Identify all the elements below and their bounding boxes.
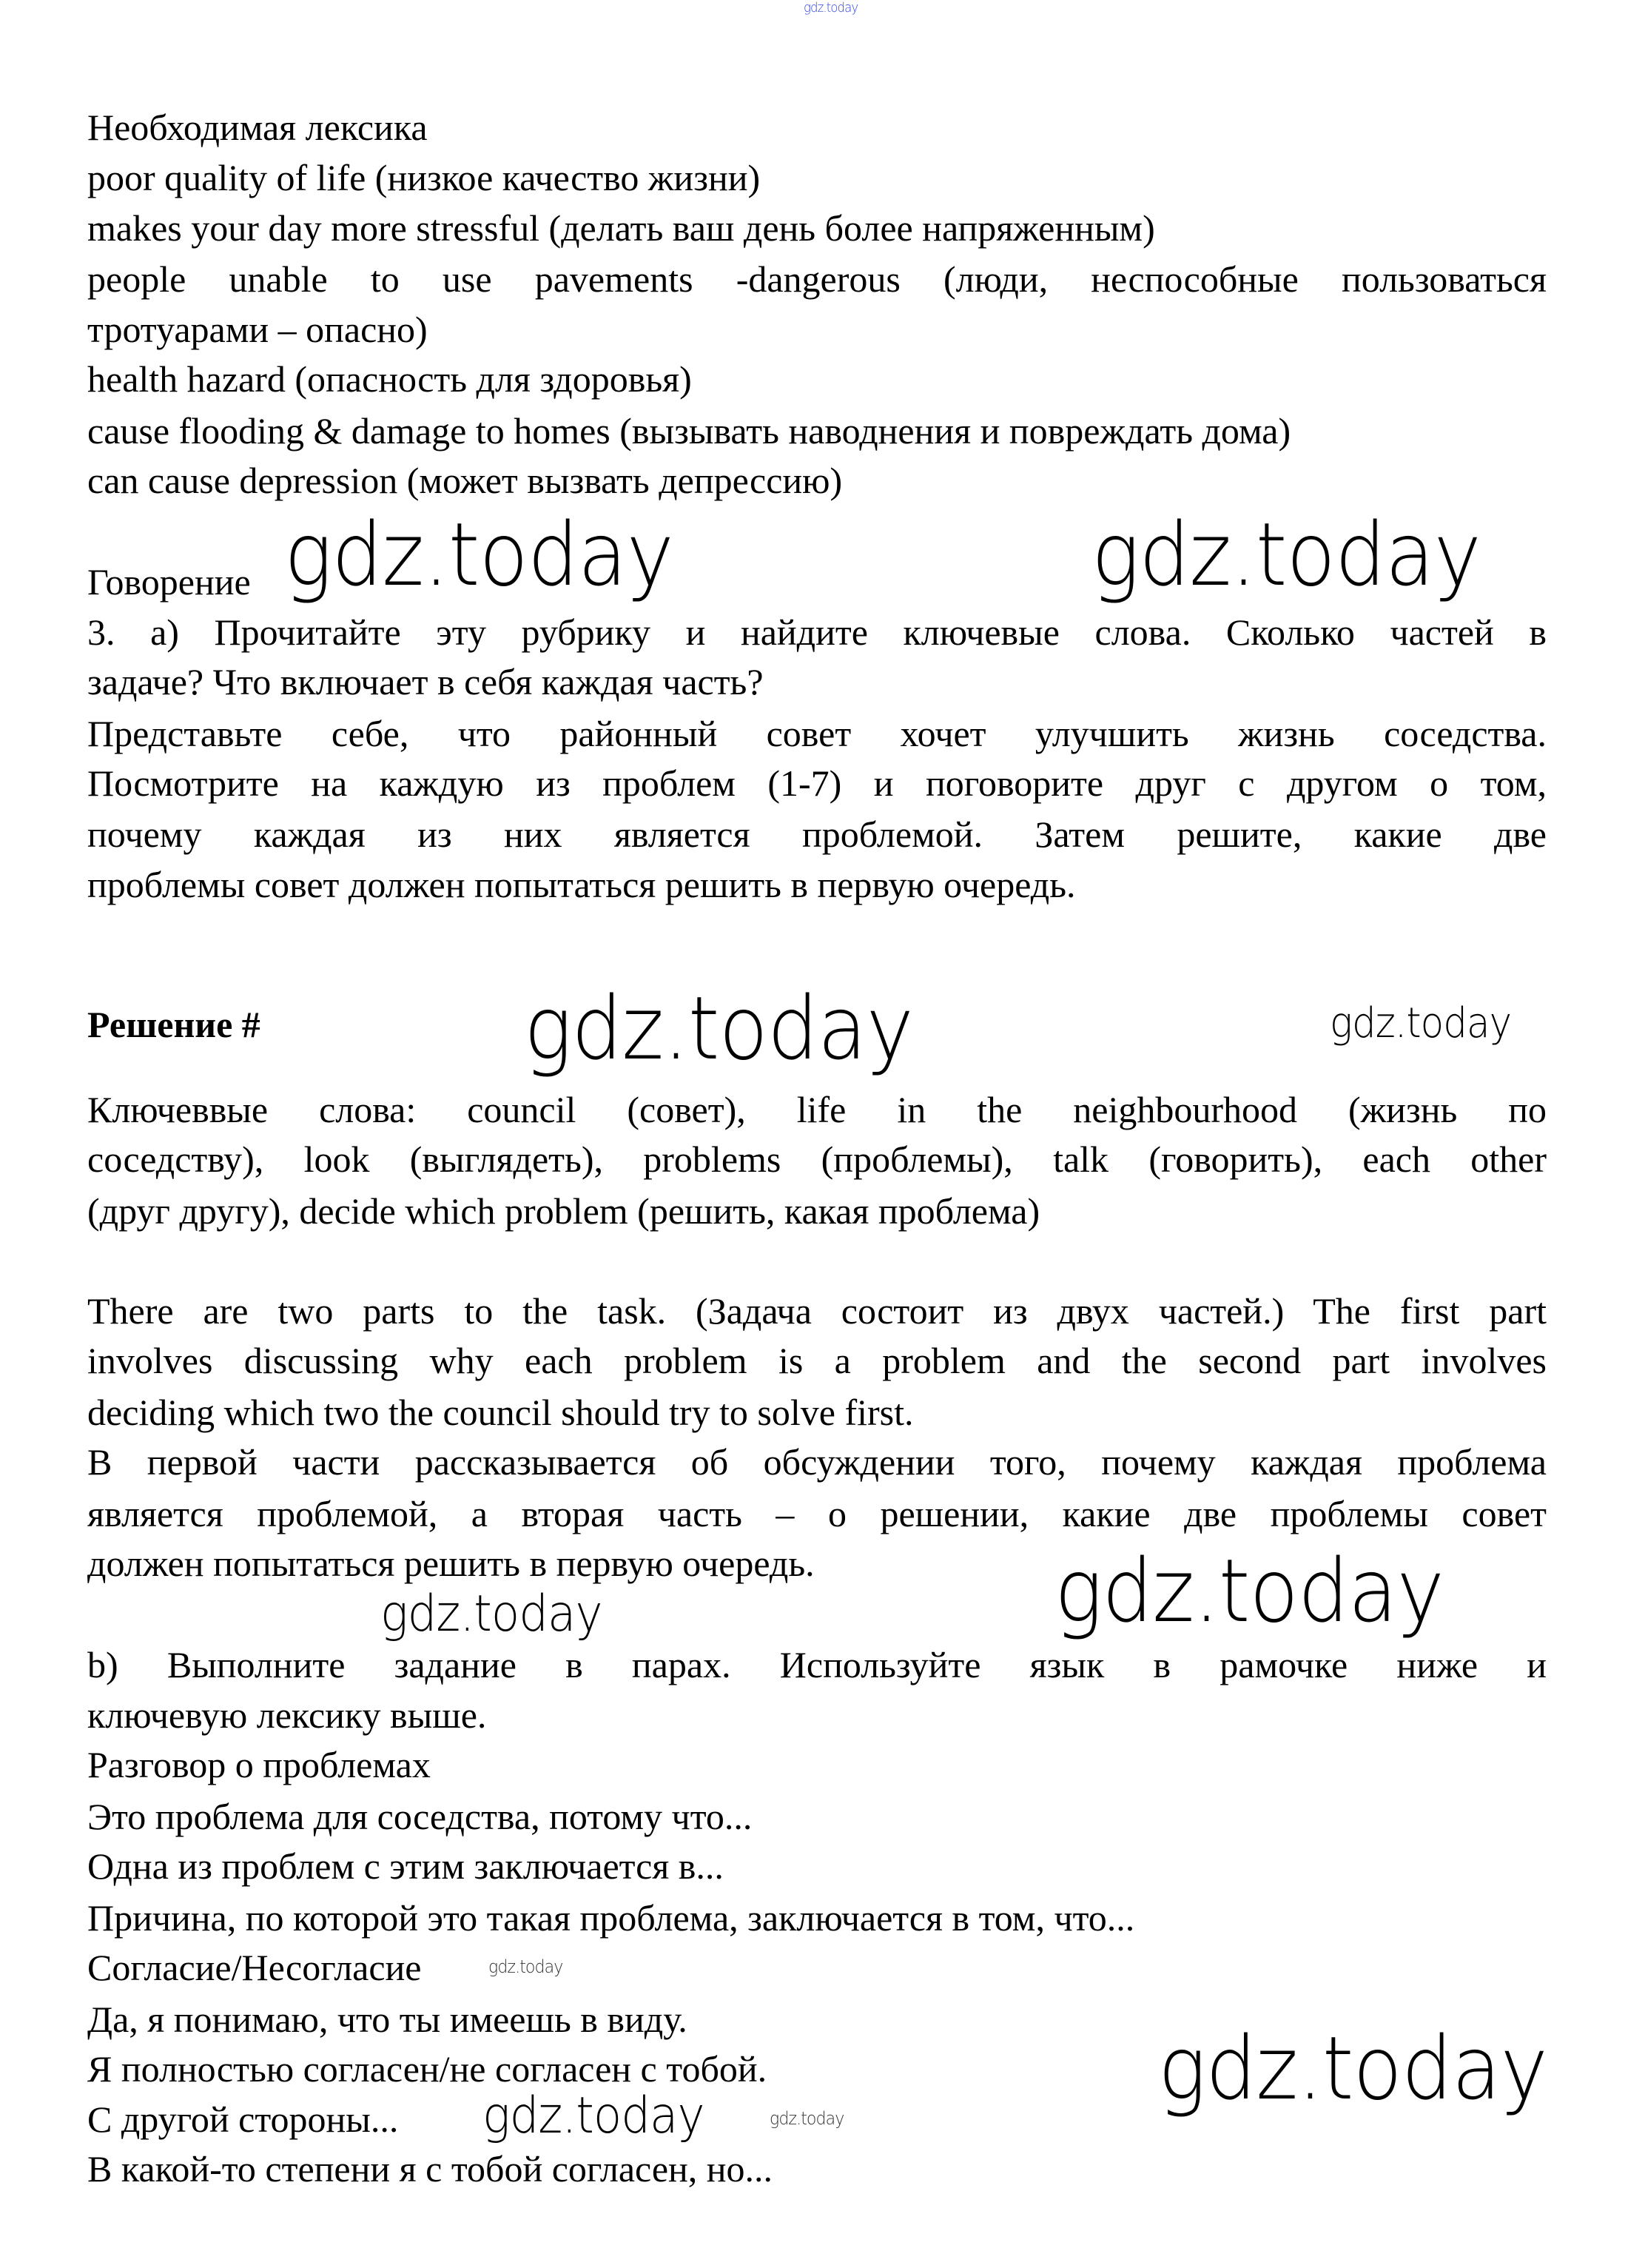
text-line: poor quality of life (низкое качество жизни) xyxy=(87,157,761,198)
text-line: почему каждая из них является проблемой. Затем решите, какие две xyxy=(87,813,1547,855)
text-line: Я полностью согласен/не согласен с тобой. xyxy=(87,2048,767,2090)
text-line: является проблемой, а вторая часть – о решении, какие две проблемы совет xyxy=(87,1493,1547,1534)
text-line: В первой части рассказывается об обсуждении того, почему каждая проблема xyxy=(87,1441,1547,1483)
text-line: health hazard (опасность для здоровья) xyxy=(87,358,692,400)
watermark: gdz.today xyxy=(482,2087,704,2145)
text-line: С другой стороны... xyxy=(87,2098,399,2140)
text-line: Это проблема для соседства, потому что... xyxy=(87,1796,753,1837)
text-line: can cause depression (может вызвать депрессию) xyxy=(87,460,843,501)
text-line: (друг другу), decide which problem (решить, какая проблема) xyxy=(87,1190,1040,1232)
text-line: Согласие/Несогласие xyxy=(87,1947,422,1988)
vocab-heading: Необходимая лексика xyxy=(87,107,428,148)
text-line: проблемы совет должен попытаться решить в первую очередь. xyxy=(87,864,1076,905)
text-line: В какой-то степени я с тобой согласен, но... xyxy=(87,2148,773,2190)
speaking-heading: Говорение xyxy=(87,561,251,603)
watermark: gdz.today xyxy=(380,1585,602,1643)
text-line: 3. a) Прочитайте эту рубрику и найдите ключевые слова. Сколько частей в xyxy=(87,611,1547,653)
text-line: Да, я понимаю, что ты имеешь в виду. xyxy=(87,1999,687,2040)
text-line: ключевую лексику выше. xyxy=(87,1694,487,1736)
text-line: people unable to use pavements -dangerous (люди, неспособные пользоваться xyxy=(87,258,1547,300)
watermark: gdz.today xyxy=(488,1956,563,1977)
text-line: Представьте себе, что районный совет хочет улучшить жизнь соседства. xyxy=(87,713,1547,754)
text-line: makes your day more stressful (делать ваш день более напряженным) xyxy=(87,207,1155,249)
solution-heading: Решение # xyxy=(87,1004,260,1045)
watermark: gdz.today xyxy=(770,2108,844,2129)
text-line: cause flooding & damage to homes (вызывать наводнения и повреждать дома) xyxy=(87,410,1291,452)
watermark: gdz.today xyxy=(1091,503,1481,605)
text-line: Ключеввые слова: council (совет), life in the neighbourhood (жизнь по xyxy=(87,1089,1547,1130)
text-line: задаче? Что включает в себя каждая часть? xyxy=(87,661,764,702)
text-line: Одна из проблем с этим заключается в... xyxy=(87,1845,724,1887)
watermark: gdz.today xyxy=(1330,999,1512,1047)
text-line: Причина, по которой это такая проблема, заключается в том, что... xyxy=(87,1897,1135,1939)
text-line: involves discussing why each problem is a problem and the second part involves xyxy=(87,1340,1547,1381)
watermark: gdz.today xyxy=(804,0,858,16)
text-line: Посмотрите на каждую из проблем (1-7) и поговорите друг с другом о том, xyxy=(87,762,1547,804)
watermark: gdz.today xyxy=(1054,1540,1444,1642)
watermark: gdz.today xyxy=(1158,2017,1547,2119)
watermark: gdz.today xyxy=(284,503,673,605)
text-line: должен попытаться решить в первую очередь. xyxy=(87,1543,815,1584)
text-line: тротуарами – опасно) xyxy=(87,309,428,350)
text-line: Разговор о проблемах xyxy=(87,1744,431,1785)
text-line: b) Выполните задание в парах. Используйте язык в рамочке ниже и xyxy=(87,1644,1547,1685)
text-line: deciding which two the council should try to solve first. xyxy=(87,1392,914,1433)
text-line: There are two parts to the task. (Задача состоит из двух частей.) The first part xyxy=(87,1290,1547,1332)
text-line: соседству), look (выглядеть), problems (проблемы), talk (говорить), each other xyxy=(87,1138,1547,1180)
watermark: gdz.today xyxy=(524,977,913,1079)
